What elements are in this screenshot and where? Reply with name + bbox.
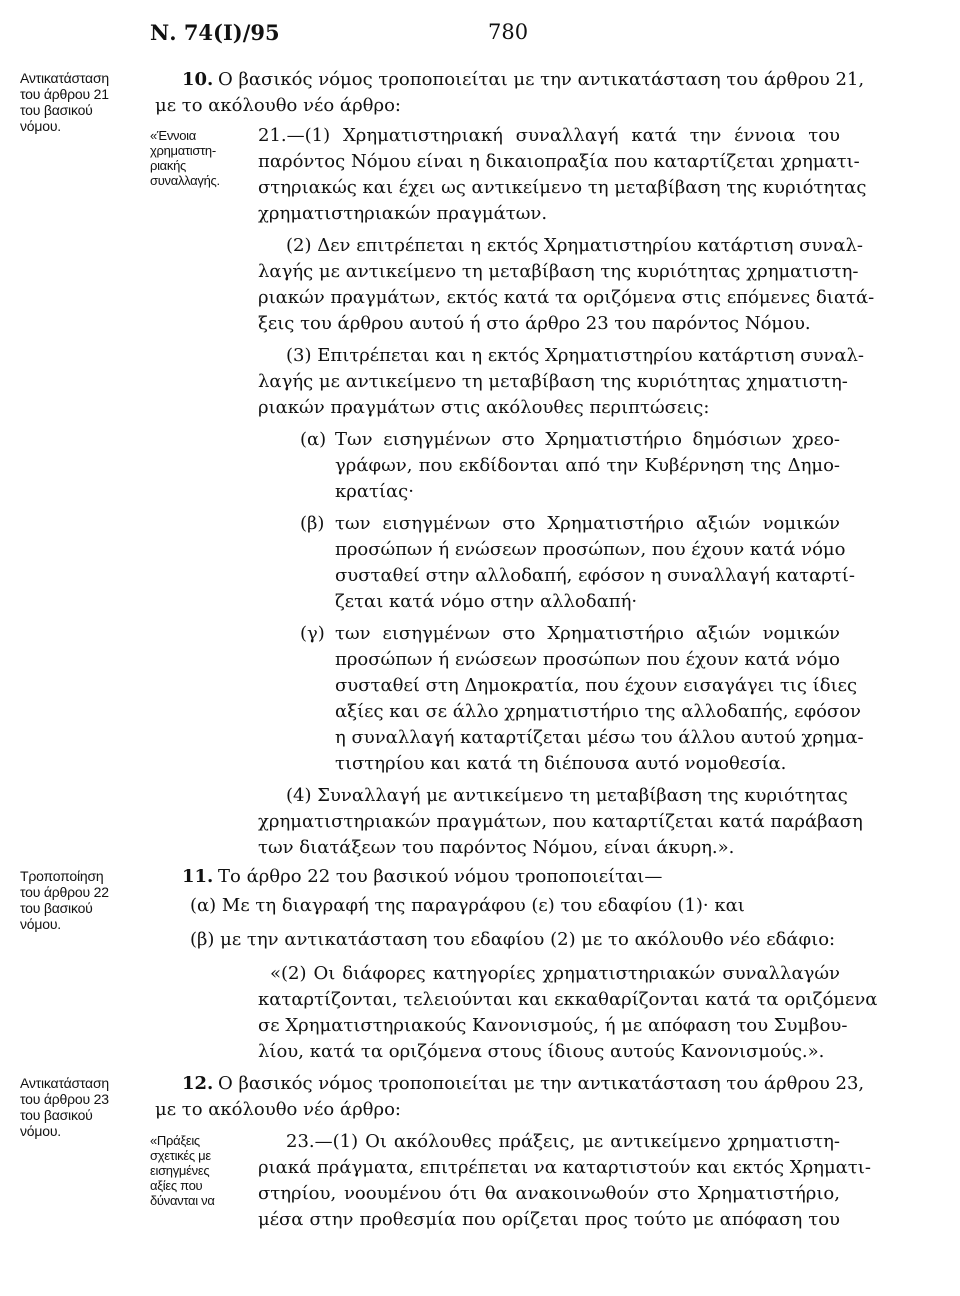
art21-item-b-label: (β) [300, 513, 325, 534]
art23-p1-line: μέσα στην προθεσμία που ορίζεται προς τούτο με απόφαση του [258, 1209, 840, 1230]
art23-p1-line: στηρίου, νοουμένου ότι θα ανακοινωθούν στο Χρηματιστήριο, [258, 1183, 840, 1204]
art21-p1-line: παρόντος Νόμου είναι η δικαιοπραξία που καταρτίζεται χρηματι- [258, 151, 860, 172]
art21-item-a-line: κρατίας· [335, 481, 414, 502]
section-11-item-a: (α) Με τη διαγραφή της παραγράφου (ε) του εδαφίου (1)· και [190, 895, 745, 916]
art21-item-a-line: Των εισηγμένων στο Χρηματιστήριο δημόσιων χρεο- [335, 429, 840, 450]
art21-item-a-line: γράφων, που εκδίδονται από την Κυβέρνηση της Δημο- [335, 455, 840, 476]
art21-item-b-line: συσταθεί στην αλλοδαπή, εφόσον η συναλλαγή καταρτί- [335, 565, 855, 586]
art21-p2-line: λαγής με αντικείμενο τη μεταβίβαση της κυριότητας χρηματιστη- [258, 261, 859, 282]
art21-item-c-line: αξίες και σε άλλο χρηματιστήριο της αλλοδαπής, εφόσον [335, 701, 861, 722]
section-10-text-cont: με το ακόλουθο νέο άρθρο: [155, 95, 401, 116]
margin-note-art23: Αντικατάσταση του άρθρου 23 του βασικού νόμου. [20, 1075, 109, 1139]
art21-p4-line: χρηματιστηριακών πραγμάτων, που καταρτίζεται κατά παράβαση [258, 811, 863, 832]
section-12-text-cont: με το ακόλουθο νέο άρθρο: [155, 1099, 401, 1120]
section-11-item-b: (β) με την αντικατάσταση του εδαφίου (2) με το ακόλουθο νέο εδάφιο: [190, 929, 836, 950]
art23-p1-line: ριακά πράγματα, επιτρέπεται να καταρτιστούν και εκτός Χρηματι- [258, 1157, 871, 1178]
inner-note-acts: «Πράξεις σχετικές με εισηγμένες αξίες που δύνανται να [150, 1133, 215, 1208]
art21-item-a-label: (α) [300, 429, 327, 450]
art21-p3-line: λαγής με αντικείμενο τη μεταβίβαση της κυριότητας χηματιστη- [258, 371, 848, 392]
section-12-number: 12. [182, 1073, 214, 1094]
section-11-quote-line: «(2) Οι διάφορες κατηγορίες χρηματιστηριακών συναλλαγών [270, 963, 840, 984]
art21-item-c-line: προσώπων ή ενώσεων προσώπων που έχουν κατά νόμο [335, 649, 840, 670]
margin-note-art21: Αντικατάσταση του άρθρου 21 του βασικού νόμου. [20, 70, 109, 134]
section-11-quote-line: καταρτίζονται, τελειούνται και εκκαθαρίζονται κατά τα οριζόμενα [258, 989, 878, 1010]
section-11-quote-line: σε Χρηματιστηριακούς Κανονισμούς, ή με απόφαση του Συμβου- [258, 1015, 848, 1036]
art21-p2-line: (2) Δεν επιτρέπεται η εκτός Χρηματιστηρίου κατάρτιση συναλ- [286, 235, 863, 256]
art21-item-b-line: των εισηγμένων στο Χρηματιστήριο αξιών νομικών [335, 513, 840, 534]
art21-p3-line: ριακών πραγμάτων στις ακόλουθες περιπτώσεις: [258, 397, 710, 418]
art21-item-b-line: προσώπων ή ενώσεων προσώπων, που έχουν κατά νόμο [335, 539, 846, 560]
art21-item-c-line: η συναλλαγή καταρτίζεται μέσω του άλλου αυτού χρημα- [335, 727, 864, 748]
page-number: 780 [488, 20, 529, 44]
art21-p4-line: (4) Συναλλαγή με αντικείμενο τη μεταβίβαση της κυριότητας [286, 785, 848, 806]
art21-item-b-line: ζεται κατά νόμο στην αλλοδαπή· [335, 591, 638, 612]
section-10-text: Ο βασικός νόμος τροποποιείται με την αντικατάσταση του άρθρου 21, [218, 69, 865, 90]
section-12-text: Ο βασικός νόμος τροποποιείται με την αντικατάσταση του άρθρου 23, [218, 1073, 865, 1094]
art21-p1-line: 21.—(1) Χρηματιστηριακή συναλλαγή κατά την έννοια του [258, 125, 840, 146]
art21-p4-line: των διατάξεων του παρόντος Νόμου, είναι άκυρη.». [258, 837, 735, 858]
art21-item-c-label: (γ) [300, 623, 325, 644]
art21-p1-line: χρηματιστηριακών πραγμάτων. [258, 203, 548, 224]
art21-item-c-line: τιστηρίου και κατά τη διέπουσα αυτό νομοθεσία. [335, 753, 787, 774]
section-11-text: Το άρθρο 22 του βασικού νόμου τροποποιείται— [218, 866, 663, 887]
art21-item-c-line: συσταθεί στη Δημοκρατία, που έχουν εισαγάγει τις ίδιες [335, 675, 858, 696]
section-11-number: 11. [182, 866, 214, 887]
inner-note-definition: «Έννοια χρηματιστη- ριακής συναλλαγής. [150, 128, 220, 188]
art21-p3-line: (3) Επιτρέπεται και η εκτός Χρηματιστηρίου κατάρτιση συναλ- [286, 345, 864, 366]
art21-p2-line: ριακών πραγμάτων, εκτός κατά τα οριζόμενα στις επόμενες διατά- [258, 287, 875, 308]
art21-p2-line: ξεις του άρθρου αυτού ή στο άρθρο 23 του παρόντος Νόμου. [258, 313, 811, 334]
law-number: Ν. 74(I)/95 [150, 20, 280, 45]
art23-p1-line: 23.—(1) Οι ακόλουθες πράξεις, με αντικείμενο χρηματιστη- [286, 1131, 840, 1152]
art21-item-c-line: των εισηγμένων στο Χρηματιστήριο αξιών νομικών [335, 623, 840, 644]
section-11-quote-line: λίου, κατά τα οριζόμενα στους ίδιους αυτούς Κανονισμούς.». [258, 1041, 825, 1062]
section-10-number: 10. [182, 69, 214, 90]
margin-note-art22: Τροποποίηση του άρθρου 22 του βασικού νόμου. [20, 868, 109, 932]
art21-p1-line: στηριακώς και έχει ως αντικείμενο τη μεταβίβαση της κυριότητας [258, 177, 867, 198]
